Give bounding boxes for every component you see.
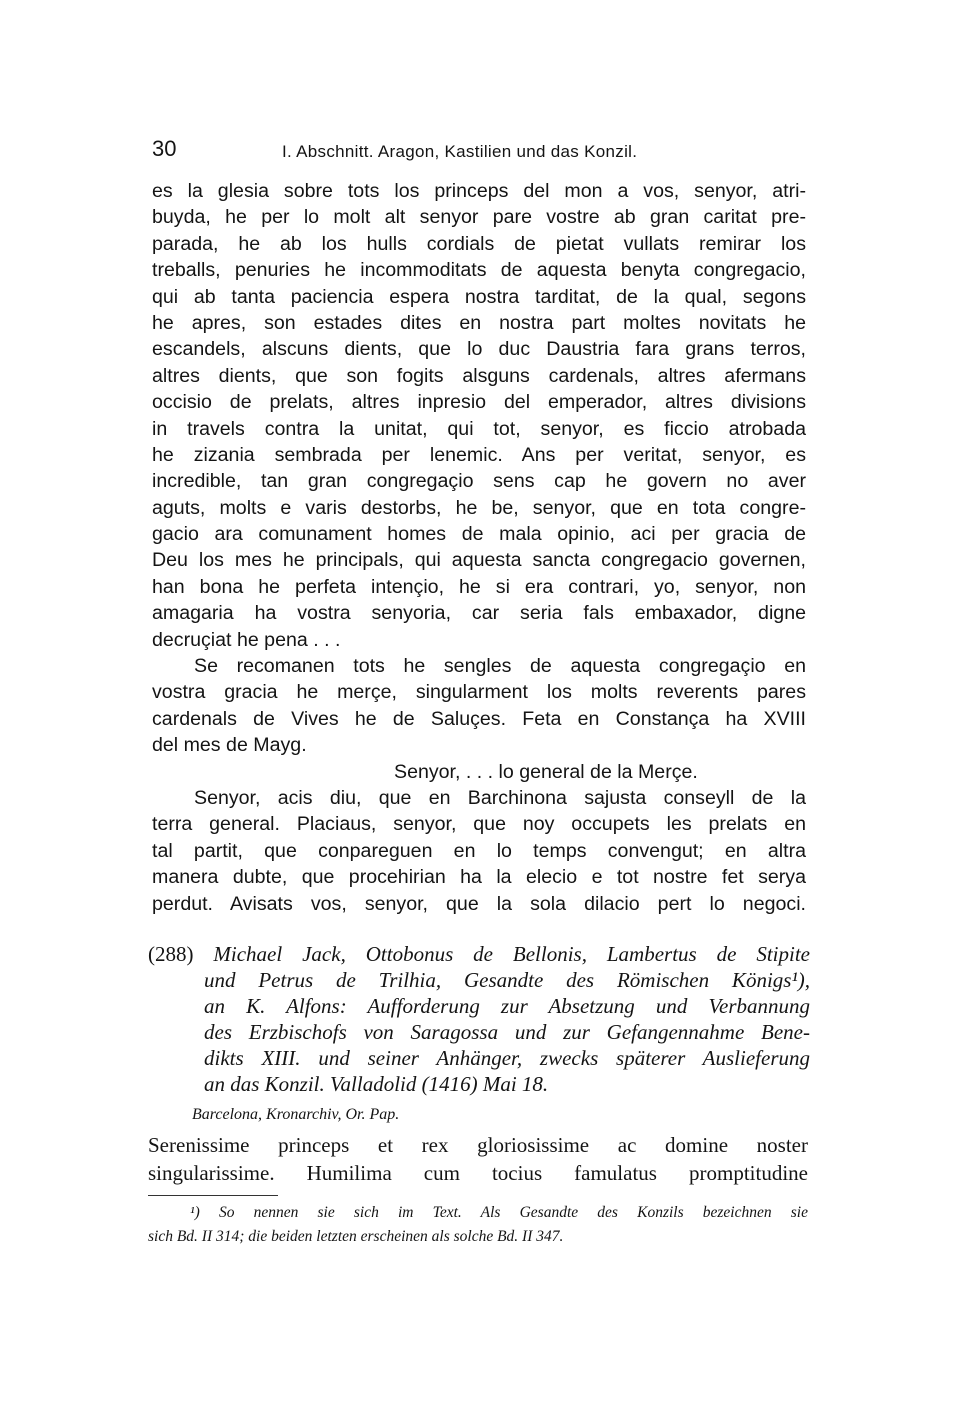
body-line: in travels contra la unitat, qui tot, senyor, es ficcio atrobada — [152, 417, 806, 440]
body-line: treballs, penuries he incommoditats de aquesta benyta congregacio, — [152, 259, 806, 282]
heading-line — [148, 941, 810, 967]
letter-text — [148, 1131, 808, 1187]
heading-line: des Erzbischofs von Saragossa und zur Gefangennahme Bene- — [204, 1020, 810, 1044]
body-line: Senyor, acis diu, que en Barchinona sajusta conseyll de la — [194, 786, 806, 809]
body-line: occisio de prelats, altres inpresio del emperador, altres divisions — [152, 391, 806, 414]
body-line: he zizania sembrada per lenemic. Ans per veritat, senyor, es — [152, 443, 806, 466]
body-line: buyda, he per lo molt alt senyor pare vostre ab gran caritat pre- — [152, 206, 806, 229]
heading-line: und Petrus de Trilhia, Gesandte des Römischen Königs¹), — [204, 968, 810, 992]
body-line: han bona he perfeta intençio, he si era contrari, yo, senyor, non — [152, 575, 806, 598]
body-line: del mes de Mayg. — [152, 734, 307, 757]
body-line: altres dients, que son fogits alsguns cardenals, altres afermans — [152, 364, 806, 387]
body-line: terra general. Placiaus, senyor, que noy occupets les prelats en — [152, 813, 806, 836]
page-number: 30 — [152, 136, 177, 161]
running-title: I. Abschnitt. Aragon, Kastilien und das Konzil. — [282, 142, 638, 161]
body-line: manera dubte, que procehirian ha la elecio e tot nostre fet serya — [152, 866, 806, 889]
body-line: amagaria ha vostra senyoria, car seria fals embaxador, digne — [152, 602, 806, 625]
body-line: escandels, alscuns dients, que lo duc Daustria fara grans terros, — [152, 338, 806, 361]
body-text — [152, 178, 806, 917]
footnote-rule — [148, 1195, 278, 1196]
body-line: es la glesia sobre tots los princeps del mon a vos, senyor, atri- — [152, 180, 806, 202]
running-head — [152, 136, 812, 166]
document-number: (288) — [148, 942, 194, 966]
body-line: gacio ara comunament homes de mala opinio, aci per gracia de — [152, 523, 806, 546]
footnote-line: ¹) So nennen sie sich im Text. Als Gesandte des Konzils bezeichnen sie — [190, 1204, 808, 1221]
body-line: vostra gracia he merçe, singularment los molts reverents pares — [152, 681, 806, 704]
letter-line: Serenissime princeps et rex gloriosissime ac domine noster — [148, 1133, 808, 1157]
footnote-line: sich Bd. II 314; die beiden letzten erscheinen als solche Bd. II 347. — [148, 1228, 564, 1245]
body-line: decruçiat he pena . . . — [152, 628, 341, 651]
heading-line: dikts XIII. und seiner Anhänger, zwecks späterer Auslieferung — [204, 1046, 810, 1070]
heading-text: Michael Jack, Ottobonus de Bellonis, Lambertus de Stipite — [213, 942, 810, 966]
heading-line: an K. Alfons: Aufforderung zur Absetzung und Verbannung — [204, 994, 810, 1018]
footnote — [148, 1201, 808, 1249]
body-line: Se recomanen tots he sengles de aquesta congregaçio en — [194, 655, 806, 678]
letter-line: singularissime. Humilima cum tocius famulatus promptitudine — [148, 1161, 808, 1185]
body-line: parada, he ab los hulls cordials de pietat vullats remirar los — [152, 232, 806, 255]
body-line: perdut. Avisats vos, senyor, que la sola dilacio pert lo negoci. — [152, 892, 806, 915]
body-line: he apres, son estades dites en nostra part moltes novitats he — [152, 311, 806, 334]
body-line: qui ab tanta paciencia espera nostra tarditat, de la qual, segons — [152, 285, 806, 308]
heading-line: an das Konzil. Valladolid (1416) Mai 18. — [204, 1072, 549, 1096]
body-line: aguts, molts e varis destorbs, he be, senyor, que en tota congre- — [152, 496, 806, 519]
body-line: incredible, tan gran congregaçio sens cap he govern no aver — [152, 470, 806, 493]
document-heading — [148, 941, 810, 1097]
source-note: Barcelona, Kronarchiv, Or. Pap. — [192, 1106, 400, 1123]
body-line: cardenals de Vives he de Saluçes. Feta en Constança ha XVIII — [152, 707, 806, 730]
body-line: Deu los mes he principals, qui aquesta sancta congregacio governen, — [152, 549, 806, 572]
signature-line: Senyor, . . . lo general de la Merçe. — [394, 760, 698, 783]
body-line: tal partit, que conpareguen en lo temps convengut; en altra — [152, 839, 806, 862]
